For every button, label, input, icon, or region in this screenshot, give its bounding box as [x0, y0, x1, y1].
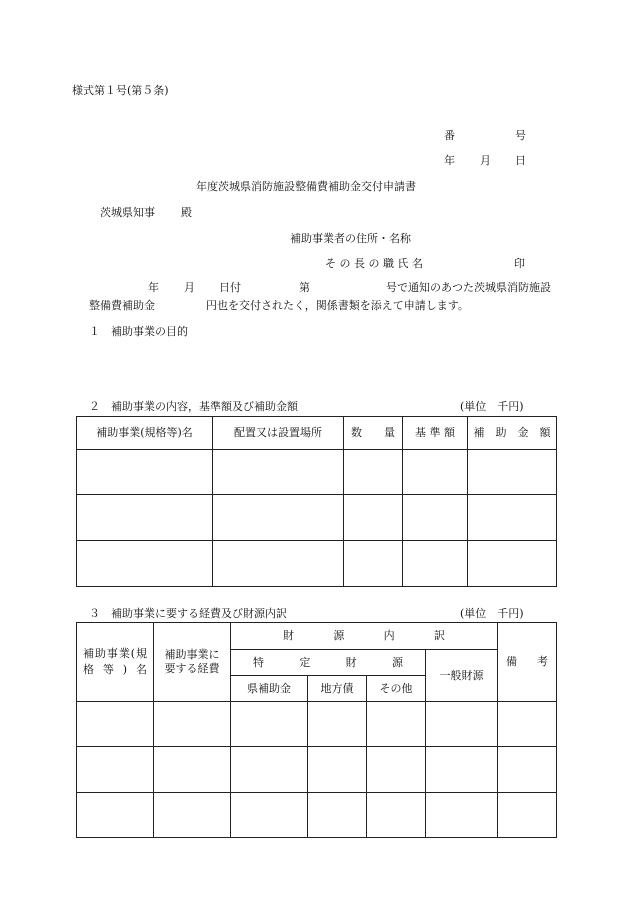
applicant-address-label: 補助事業者の住所・名称 — [290, 232, 411, 245]
s2-header-name: 補助事業(規格等)名 — [77, 417, 213, 450]
s3-header-zaigen: 財 源 内 訳 — [231, 623, 498, 650]
table-row — [77, 541, 557, 587]
s3-header-prefectural-subsidy: 県補助金 — [231, 676, 308, 702]
table-cell[interactable] — [468, 495, 557, 541]
table-row — [77, 450, 557, 495]
section2-table — [76, 416, 557, 587]
table-cell[interactable] — [426, 793, 498, 838]
s2-header-standard: 基 準 額 — [403, 417, 468, 450]
table-cell[interactable] — [403, 495, 468, 541]
table-cell[interactable] — [403, 450, 468, 495]
s2-header-location: 配置又は設置場所 — [213, 417, 344, 450]
table-cell[interactable] — [403, 541, 468, 587]
s2-header-subsidy: 補 助 金 額 — [468, 417, 557, 450]
table-row — [77, 793, 557, 838]
body-year: 年 — [148, 281, 159, 294]
table-cell[interactable] — [231, 793, 308, 838]
table-cell[interactable] — [308, 747, 367, 793]
table-cell[interactable] — [77, 793, 154, 838]
table-cell[interactable] — [498, 793, 557, 838]
table-cell[interactable] — [213, 450, 344, 495]
addressee-honorific: 殿 — [181, 206, 192, 219]
table-cell[interactable] — [77, 541, 213, 587]
table-cell[interactable] — [344, 541, 403, 587]
table-cell[interactable] — [154, 747, 231, 793]
table-cell[interactable] — [426, 702, 498, 747]
number-label: 番 — [444, 129, 455, 142]
table-cell[interactable] — [344, 495, 403, 541]
table-cell[interactable] — [498, 747, 557, 793]
body-date: 日付 — [219, 281, 241, 294]
table-cell[interactable] — [344, 450, 403, 495]
seal-mark: 印 — [514, 257, 525, 270]
section2-title: ２ 補助事業の内容，基準額及び補助金額 — [89, 400, 298, 413]
table-cell[interactable] — [231, 702, 308, 747]
table-cell[interactable] — [213, 495, 344, 541]
number-suffix: 号 — [515, 129, 526, 142]
table-cell[interactable] — [367, 793, 426, 838]
table-cell[interactable] — [154, 702, 231, 747]
body-line2-prefix: 整備費補助金 — [89, 299, 155, 312]
s3-header-local-bond: 地方債 — [308, 676, 367, 702]
applicant-head-label: そ の 長 の 職 氏 名 — [325, 257, 423, 270]
document-title: 年度茨城県消防施設整備費補助金交付申請書 — [196, 180, 416, 193]
body-month: 月 — [184, 281, 195, 294]
table-cell[interactable] — [213, 541, 344, 587]
body-line2-rest: 円也を交付されたく，関係書類を添えて申請します。 — [206, 299, 469, 312]
date-month: 月 — [480, 154, 491, 167]
table-cell[interactable] — [367, 747, 426, 793]
body-line1-rest: 号で通知のあつた茨城県消防施設 — [386, 281, 551, 294]
s3-header-name: 補助事業(規格等)名 — [77, 623, 154, 702]
table-cell[interactable] — [468, 450, 557, 495]
s3-header-general: 一般財源 — [426, 650, 498, 702]
table-cell[interactable] — [308, 793, 367, 838]
s2-header-quantity: 数 量 — [344, 417, 403, 450]
addressee-name: 茨城県知事 — [100, 206, 155, 219]
table-cell[interactable] — [77, 747, 154, 793]
table-cell[interactable] — [426, 747, 498, 793]
s3-header-cost: 補助事業に 要する経費 — [154, 623, 231, 702]
table-cell[interactable] — [77, 450, 213, 495]
table-cell[interactable] — [77, 702, 154, 747]
table-cell[interactable] — [154, 793, 231, 838]
table-cell[interactable] — [498, 702, 557, 747]
body-dai: 第 — [299, 281, 310, 294]
section3-unit: (単位 千円) — [460, 607, 524, 620]
table-row — [77, 747, 557, 793]
form-number: 様式第１号(第５条) — [72, 84, 169, 97]
table-cell[interactable] — [231, 747, 308, 793]
s3-header-tokutei: 特 定 財 源 — [231, 650, 426, 676]
s3-header-other: その他 — [367, 676, 426, 702]
table-cell[interactable] — [77, 495, 213, 541]
table-row — [77, 495, 557, 541]
table-cell[interactable] — [308, 702, 367, 747]
section3-title: ３ 補助事業に要する経費及び財源内訳 — [89, 607, 287, 620]
date-year: 年 — [444, 154, 455, 167]
s3-header-biko: 備 考 — [498, 623, 557, 702]
date-day: 日 — [515, 154, 526, 167]
table-cell[interactable] — [468, 541, 557, 587]
section3-table — [76, 622, 557, 838]
table-row — [77, 702, 557, 747]
section1-title: １ 補助事業の目的 — [89, 325, 188, 338]
section2-unit: (単位 千円) — [460, 400, 524, 413]
table-cell[interactable] — [367, 702, 426, 747]
